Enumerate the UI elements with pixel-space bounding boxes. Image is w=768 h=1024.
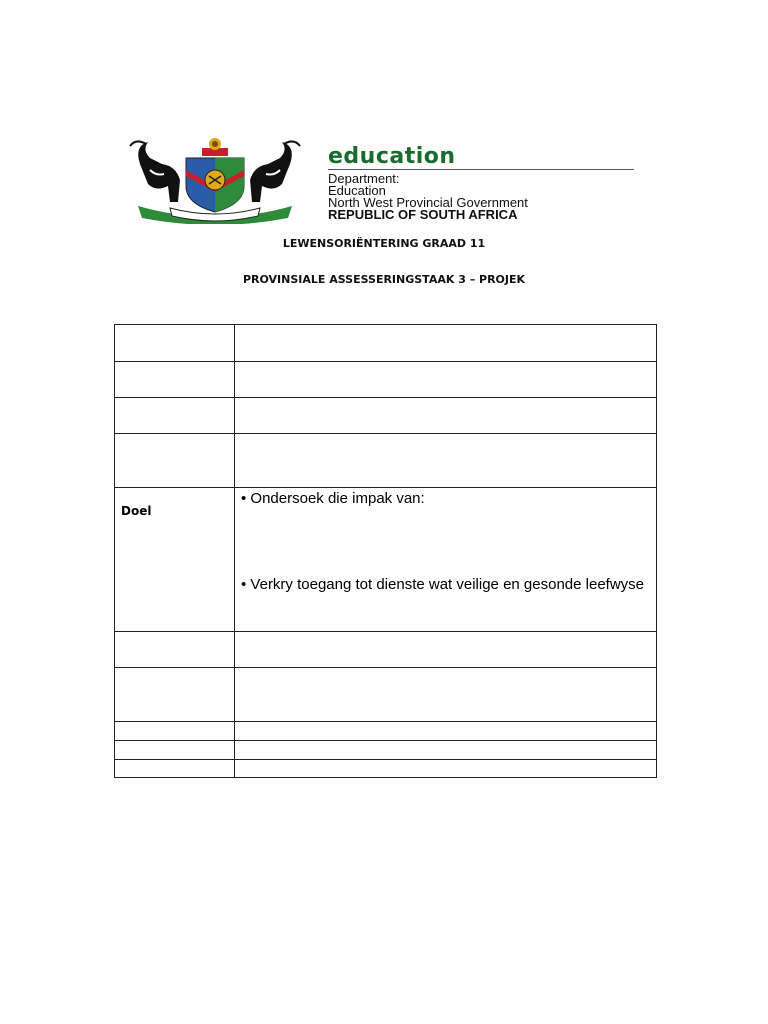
doel-bullet: • Ondersoek die impak van: [241, 490, 425, 507]
table-cell [115, 741, 235, 760]
table-cell [235, 722, 657, 741]
task-title: PROVINSIALE ASSESSERINGSTAAK 3 – PROJEK [242, 273, 526, 286]
table-cell [235, 398, 657, 434]
department-wordmark: education [328, 144, 456, 169]
department-line: Education [328, 183, 386, 198]
table-row [115, 668, 657, 722]
table-cell [235, 488, 657, 632]
doel-bullet: • Verkry toegang tot dienste wat veilige en gesonde leefwyse [241, 576, 645, 593]
table-cell [115, 325, 235, 362]
table-cell [115, 362, 235, 398]
department-line: Department: [328, 171, 400, 186]
subject-title: LEWENSORIËNTERING GRAAD 11 [282, 237, 486, 250]
table-row [115, 760, 657, 778]
table-row [115, 398, 657, 434]
table-cell [115, 760, 235, 778]
department-logo [120, 136, 640, 226]
table-cell [235, 632, 657, 668]
table-row [115, 632, 657, 668]
table-cell [235, 434, 657, 488]
table-row [115, 362, 657, 398]
doel-label: Doel [121, 504, 152, 518]
table-row [115, 434, 657, 488]
table-cell [235, 741, 657, 760]
table-cell [235, 325, 657, 362]
department-line: North West Provincial Government [328, 195, 528, 210]
table-cell [115, 632, 235, 668]
table-cell [115, 488, 235, 632]
table-cell [115, 434, 235, 488]
table-cell [235, 668, 657, 722]
table-cell [235, 362, 657, 398]
table-cell [115, 398, 235, 434]
department-text [328, 144, 638, 224]
table-cell [235, 760, 657, 778]
coat-of-arms-icon [120, 136, 310, 224]
department-line: REPUBLIC OF SOUTH AFRICA [328, 207, 518, 222]
table-row [115, 741, 657, 760]
table-row-doel [115, 488, 657, 632]
wordmark-rule [328, 169, 634, 170]
table-cell [115, 722, 235, 741]
table-cell [115, 668, 235, 722]
project-info-table [114, 324, 657, 778]
table-row [115, 325, 657, 362]
table-row [115, 722, 657, 741]
